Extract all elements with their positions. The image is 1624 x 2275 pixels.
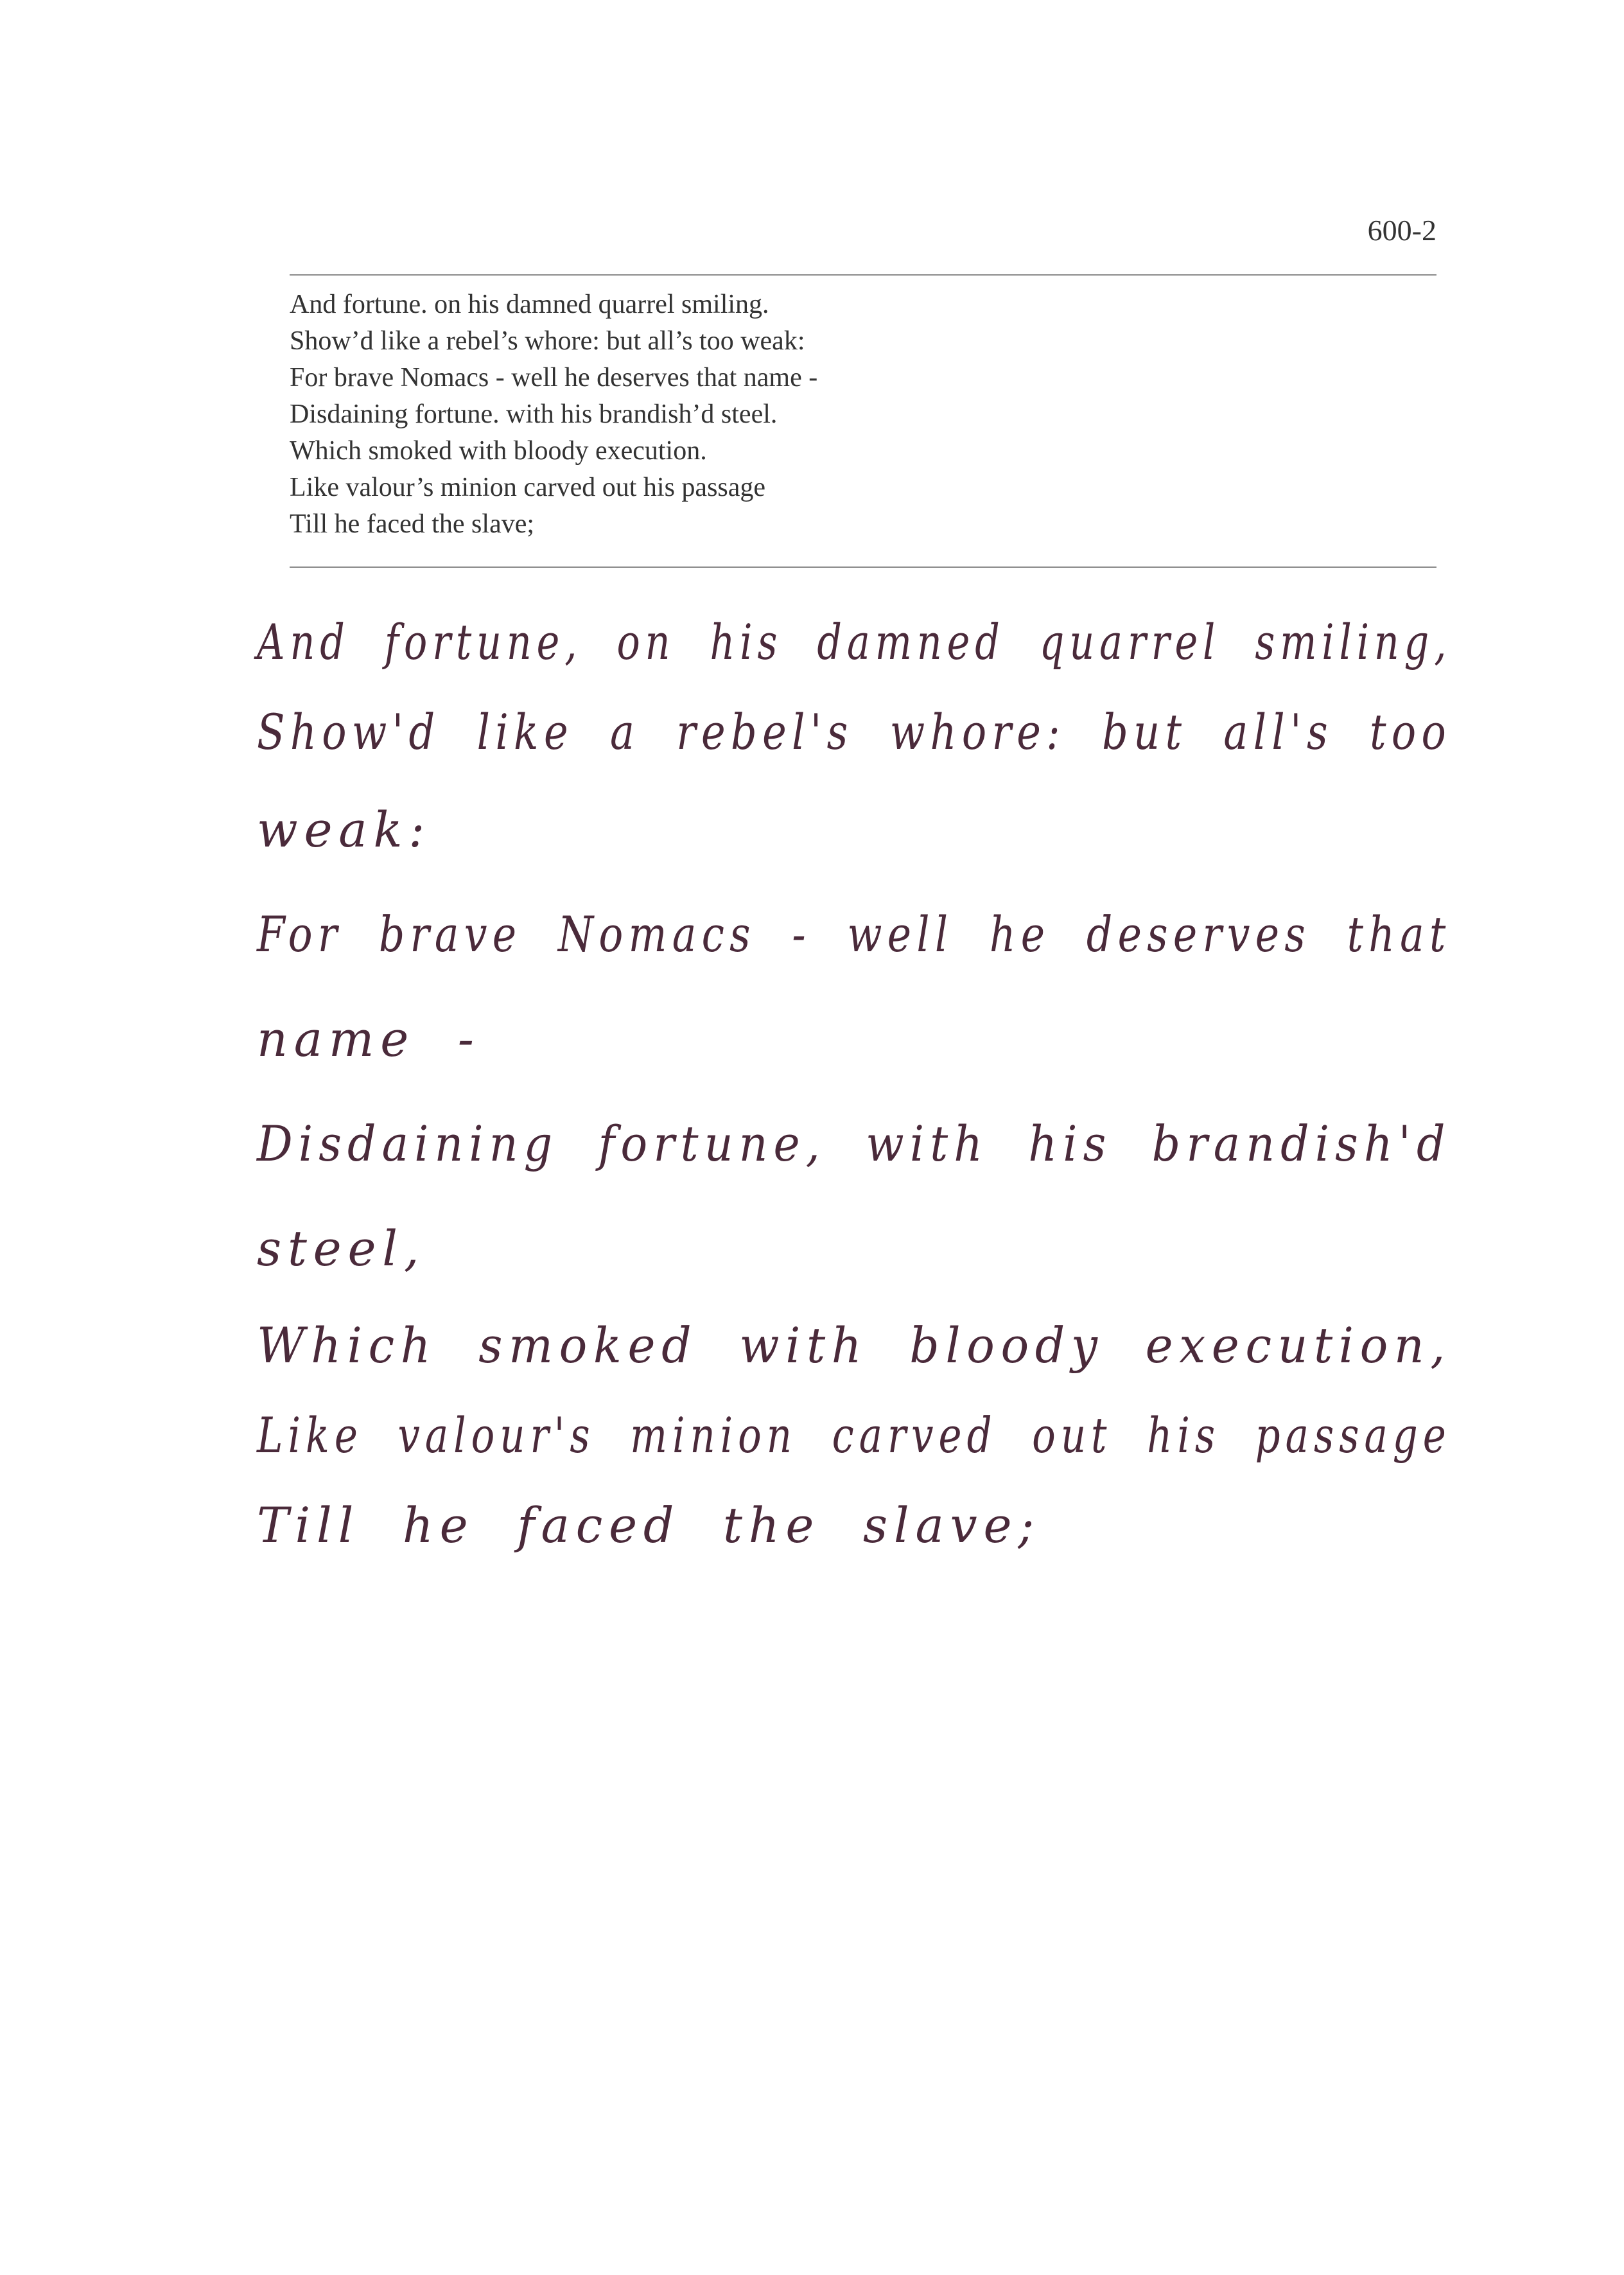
handwritten-line: Disdaining fortune, with his brandish'd [257, 1115, 1451, 1172]
handwritten-line: For brave Nomacs - well he deserves that [257, 906, 1451, 963]
printed-line: For brave Nomacs - well he deserves that name - [290, 363, 818, 392]
printed-line: Show’d like a rebel’s whore: but all’s too weak: [290, 326, 805, 356]
printed-line: Like valour’s minion carved out his passage [290, 473, 766, 502]
handwritten-line: Show'd like a rebel's whore: but all's too [257, 703, 1452, 760]
handwritten-text-block [257, 597, 1477, 1570]
handwritten-line: weak: [257, 801, 432, 858]
printed-line: Disdaining fortune. with his brandish’d steel. [290, 400, 778, 429]
handwritten-line: Till he faced the slave; [257, 1497, 1041, 1554]
top-rule [290, 274, 1436, 276]
printed-line: Which smoked with bloody execution. [290, 436, 707, 466]
handwritten-line: Like valour's minion carved out his passage [257, 1407, 1451, 1464]
printed-line: Till he faced the slave; [290, 509, 535, 539]
bottom-rule [290, 567, 1436, 568]
handwritten-line: steel, [257, 1220, 426, 1277]
printed-line: And fortune. on his damned quarrel smiling. [290, 290, 769, 319]
handwritten-line: name - [257, 1010, 480, 1067]
handwritten-line: And fortune, on his damned quarrel smiling, [257, 613, 1452, 671]
handwritten-line: Which smoked with bloody execution, [257, 1317, 1451, 1374]
form-id: 600-2 [1367, 214, 1436, 247]
printed-text-block [290, 286, 1381, 543]
